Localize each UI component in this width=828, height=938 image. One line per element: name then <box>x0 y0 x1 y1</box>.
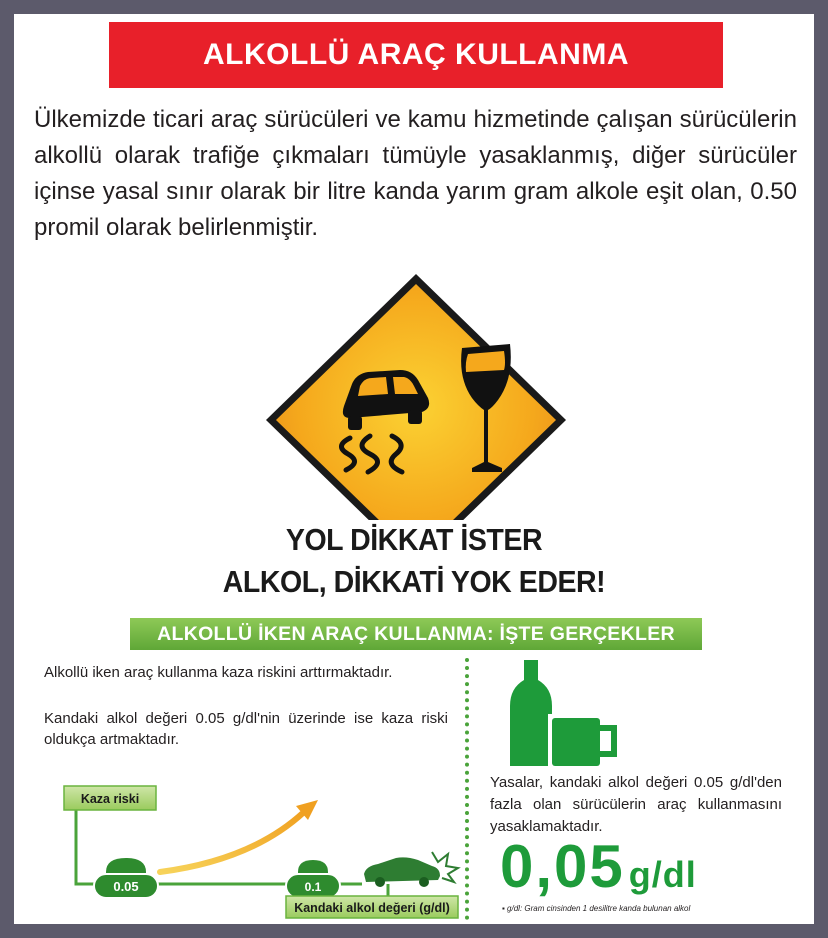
legal-limit-unit: g/dl <box>628 854 697 895</box>
legal-limit-value: 0,05 <box>500 833 625 900</box>
facts-banner-text: ALKOLLÜ İKEN ARAÇ KULLANMA: İŞTE GERÇEKLER <box>157 622 675 645</box>
marker-label-1: 0.05 <box>113 879 139 894</box>
x-axis-label: Kandaki alkol değeri (g/dl) <box>294 901 450 915</box>
risk-diagram <box>32 770 462 920</box>
slogan-line-1: YOL DİKKAT İSTER <box>285 522 543 557</box>
column-divider <box>465 658 469 920</box>
warning-sign <box>262 270 570 520</box>
marker-label-2: 0.1 <box>304 880 322 894</box>
chart-axis-left <box>76 798 94 884</box>
risk-curve <box>160 812 304 872</box>
title-text: ALKOLLÜ ARAÇ KULLANMA <box>203 38 629 71</box>
unit-footnote: ▪ g/dl: Gram cinsinden 1 desilitre kanda bulunan alkol <box>502 904 691 913</box>
crashed-car-icon <box>364 852 458 887</box>
intro-paragraph: Ülkemizde ticari araç sürücüleri ve kamu hizmetinde çalışan sürücülerin alkollü olarak trafiğe çıkmaları tümüyle yasaklanmış, diğer sürücüler içinse yasal sınır olarak bir litre kanda yarım gram alkole eşit olan, 0.50 promil olarak belirlenmiştir. <box>34 106 797 241</box>
law-paragraph: Yasalar, kandaki alkol değeri 0.05 g/dl'den fazla olan sürücülerin araç kullanmasını yasaklamaktadır. <box>490 774 782 835</box>
legal-limit <box>500 832 697 901</box>
title-banner <box>109 22 723 88</box>
slogan-line-2: ALKOL, DİKKATİ YOK EDER! <box>222 564 606 599</box>
poster <box>14 14 814 924</box>
threshold-paragraph: Kandaki alkol değeri 0.05 g/dl'nin üzerinde ise kaza riski oldukça artmaktadır. <box>44 710 448 748</box>
bottle-and-glass-icon <box>502 658 622 770</box>
y-axis-label: Kaza riski <box>80 792 140 806</box>
facts-banner <box>130 618 702 650</box>
risk-paragraph: Alkollü iken araç kullanma kaza riskini arttırmaktadır. <box>44 664 393 681</box>
